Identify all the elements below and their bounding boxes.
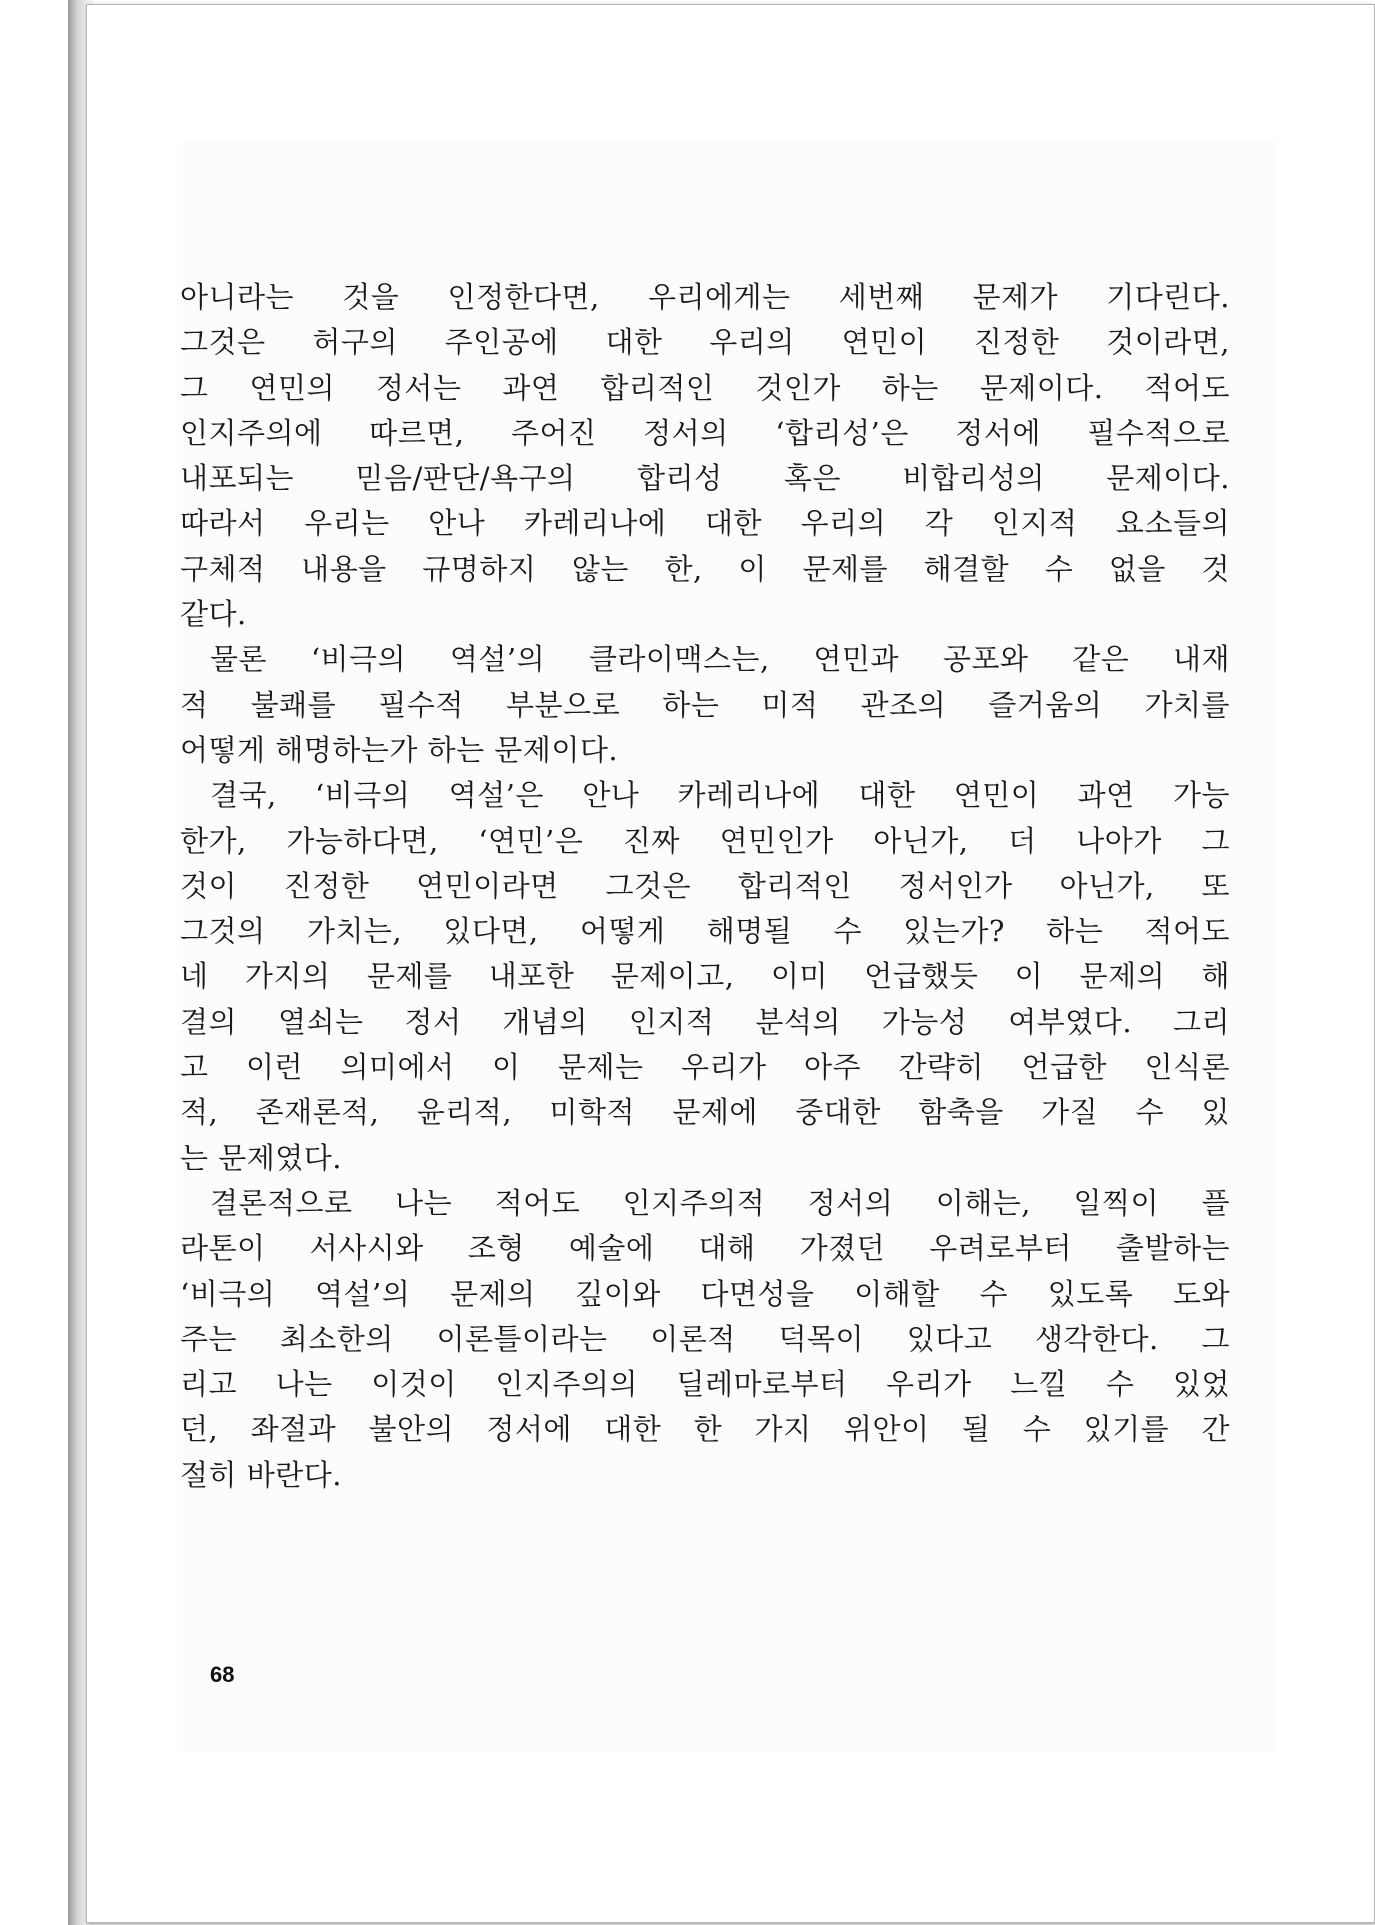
text-line: 그것의 가치는, 있다면, 어떻게 해명될 수 있는가? 하는 적어도 — [180, 914, 1230, 949]
text-line: 결의 열쇠는 정서 개념의 인지적 분석의 가능성 여부였다. 그리 — [180, 1004, 1230, 1039]
text-line: 던, 좌절과 불안의 정서에 대한 한 가지 위안이 될 수 있기를 간 — [180, 1412, 1230, 1447]
text-line: 같다. — [180, 597, 247, 632]
text-line: ‘비극의 역설’의 문제의 깊이와 다면성을 이해할 수 있도록 도와 — [180, 1276, 1230, 1311]
text-line: 어떻게 해명하는가 하는 문제이다. — [180, 732, 619, 767]
page-number: 68 — [210, 1662, 235, 1687]
text-line: 라톤이 서사시와 조형 예술에 대해 가졌던 우려로부터 출발하는 — [180, 1231, 1230, 1266]
text-line: 적 불쾌를 필수적 부분으로 하는 미적 관조의 즐거움의 가치를 — [180, 687, 1230, 722]
text-line: 절히 바란다. — [180, 1457, 343, 1492]
paragraph-start-line: 결론적으로 나는 적어도 인지주의적 정서의 이해는, 일찍이 플 — [210, 1185, 1230, 1220]
text-line: 는 문제였다. — [180, 1140, 343, 1175]
body-text — [180, 275, 1230, 1498]
text-line: 것이 진정한 연민이라면 그것은 합리적인 정서인가 아닌가, 또 — [180, 868, 1230, 903]
text-line: 네 가지의 문제를 내포한 문제이고, 이미 언급했듯 이 문제의 해 — [180, 959, 1230, 994]
text-line: 그것은 허구의 주인공에 대한 우리의 연민이 진정한 것이라면, — [180, 325, 1230, 360]
text-line: 한가, 가능하다면, ‘연민’은 진짜 연민인가 아닌가, 더 나아가 그 — [180, 823, 1230, 858]
paragraph-start-line: 결국, ‘비극의 역설’은 안나 카레리나에 대한 연민이 과연 가능 — [210, 778, 1230, 813]
text-line: 따라서 우리는 안나 카레리나에 대한 우리의 각 인지적 요소들의 — [180, 506, 1230, 541]
paragraph-start-line: 물론 ‘비극의 역설’의 클라이맥스는, 연민과 공포와 같은 내재 — [210, 642, 1230, 677]
text-line: 아니라는 것을 인정한다면, 우리에게는 세번째 문제가 기다린다. — [180, 280, 1230, 314]
text-line: 적, 존재론적, 윤리적, 미학적 문제에 중대한 함축을 가질 수 있 — [180, 1095, 1230, 1130]
text-line: 리고 나는 이것이 인지주의의 딜레마로부터 우리가 느낄 수 있었 — [180, 1367, 1230, 1402]
text-line: 내포되는 믿음/판단/욕구의 합리성 혹은 비합리성의 문제이다. — [180, 461, 1230, 496]
text-line: 인지주의에 따르면, 주어진 정서의 ‘합리성’은 정서에 필수적으로 — [180, 415, 1230, 450]
text-line: 구체적 내용을 규명하지 않는 한, 이 문제를 해결할 수 없을 것 — [180, 551, 1230, 586]
text-line: 그 연민의 정서는 과연 합리적인 것인가 하는 문제이다. 적어도 — [180, 370, 1230, 405]
text-line: 주는 최소한의 이론틀이라는 이론적 덕목이 있다고 생각한다. 그 — [180, 1321, 1230, 1356]
text-line: 고 이런 의미에서 이 문제는 우리가 아주 간략히 언급한 인식론 — [180, 1050, 1230, 1085]
